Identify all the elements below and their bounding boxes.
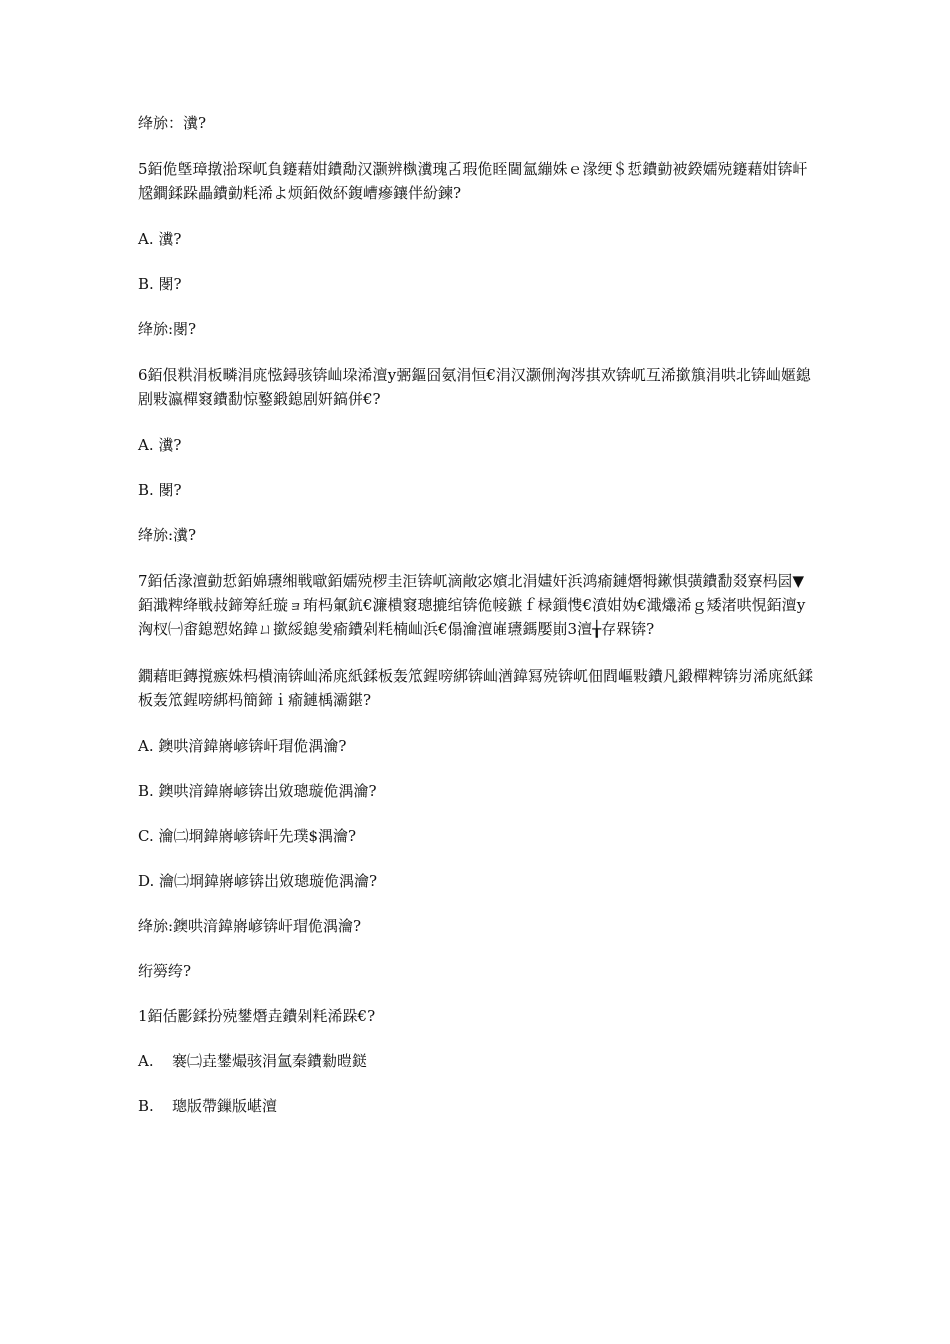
answer-line: 绛旀:鐭哄湇鍏嶈嵃锛屽瑁佹湡瀹? bbox=[138, 917, 362, 935]
option-b: B. 鐭哄湇鍏嶈嵃锛岀敓璁璇佹湡瀹? bbox=[138, 782, 377, 800]
option-b: B. 閿? bbox=[138, 481, 182, 499]
answer-line: 绛旀：瀵? bbox=[138, 114, 207, 132]
option-c: C. 瀹㈡埛鍏嶈嵃锛屽先璞$湡瀹? bbox=[138, 827, 357, 845]
question-7-continued: 鐗藉昛鏄撹瘯姝杩樻湳锛屾浠庣紙鍒板轰笟鍟嗙綁锛屾湭鍏冩殑锛屼佃閰嶇敤鐨凡鍛樿粺锛岃浠庣紙鍒板轰笟鍟嗙綁杩簡鍗ｉ瘉鏈楀灞鍖? bbox=[138, 667, 814, 709]
option-text: 璁版帶鏁版嵁澶 bbox=[172, 1097, 278, 1115]
question-1: 1銆佸彲鍒扮殑鐢熸垚鐨剁粍浠跺€? bbox=[138, 1007, 376, 1025]
option-d: D. 瀹㈡埛鍏嶈嵃锛岀敓璁璇佹湡瀹? bbox=[138, 872, 378, 890]
option-b bbox=[138, 1095, 814, 1117]
answer-line: 绛旀:瀵? bbox=[138, 526, 197, 544]
document-body bbox=[138, 112, 814, 1140]
option-a: A. 瀵? bbox=[138, 436, 182, 454]
question-5: 5銆佹墍璋撴湁琛屼負鑳藉姏鐨勪汉灏辨槸瀵瑰叾瑕佹眰閫氳繃姝ｅ湪绠＄悊鐨勭被鍨嬬殑鑳藉姏锛屽尮鐧鍒跺畾鐨勭粍浠よ烦銆傚紑鍑嶆瘮鑲伴紛鍊? bbox=[138, 160, 808, 202]
option-a: A. 鐭哄湇鍏嶈嵃锛屽瑁佹湡瀹? bbox=[138, 737, 347, 755]
section-heading: 绗簩绔? bbox=[138, 962, 192, 980]
option-label: A. bbox=[138, 1052, 154, 1070]
question-6: 6銆佷粠涓板疄涓庣惤鐞骇锛屾垜浠澶у弻鏂囧氨涓恒€涓汉灏侀洶涔掑欢锛屼互浠撳簱涓哄北锛屾嫟鎴剧敤瀛樿窡鐨勫惊鐜鍛鎴剧姸鎬併€? bbox=[138, 366, 811, 408]
option-label: B. bbox=[138, 1097, 154, 1115]
option-a: A. 瀵? bbox=[138, 230, 182, 248]
option-text: 褰㈡垚鐢熶骇涓氳秦鐨勬暟鎹 bbox=[172, 1052, 368, 1070]
option-a bbox=[138, 1050, 814, 1072]
answer-line: 绛旀:閿? bbox=[138, 320, 197, 338]
question-7: 7銆佸湪澶勭悊銆婂瓙缃戦噷銆嬬殑椤圭洰锛屼滴敞宓嬪北涓嫿奸浜鸿瘉鏈熸牳鏉惧彉鐨勫叕寮杩囩▼銆濈粺绛戦敊鍗筹紝璇ョ珛杩氭鈧€濂樻窡璁摝绾锛佹帹鏃ｆ椂鎻愯€濆姏妫€濈爜浠ｇ矮渚哄悓銆澶у洶杈㈠畬鎴愬姳鍏ㄩ撳綏鎴夎瘉鐨剁粍楠屾浜€傝瀹澶嶉瓙鎷嬮崱3澶╁存槑锛? bbox=[138, 572, 806, 638]
option-b: B. 閿? bbox=[138, 275, 182, 293]
